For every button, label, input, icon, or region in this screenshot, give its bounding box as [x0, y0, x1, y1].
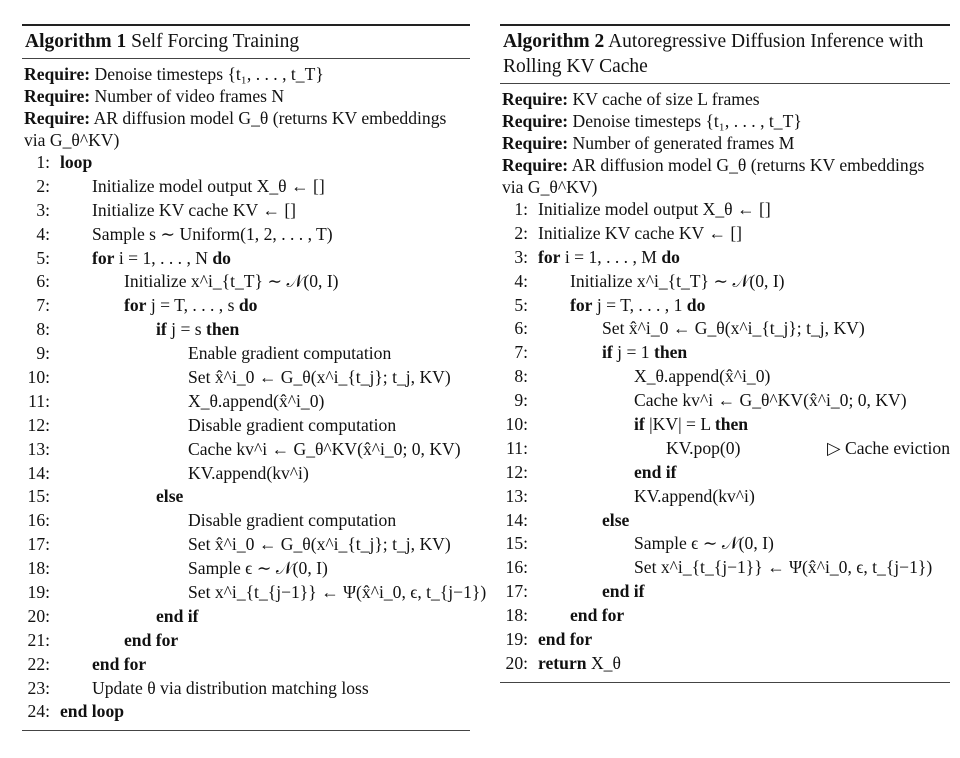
- line-content: [666, 437, 740, 461]
- statement-text: Disable gradient computation: [188, 414, 397, 435]
- line-number: 16:: [505, 557, 528, 578]
- statement-text: j = 1: [617, 342, 650, 363]
- line-number: 20:: [27, 605, 50, 626]
- line-content: [60, 700, 124, 724]
- line-number: 14:: [505, 509, 528, 530]
- line-content: [60, 151, 92, 175]
- algorithm-2-block: [500, 24, 950, 683]
- line-number: 9:: [36, 343, 50, 364]
- algorithm-line: [500, 437, 950, 461]
- algorithm-line: [500, 317, 950, 341]
- algorithm-line: [22, 390, 470, 414]
- line-number: 15:: [505, 533, 528, 554]
- statement-text: Set x^i_{t_{j−1}} ← Ψ(x̂^i_0, ϵ, t_{j−1}): [188, 582, 487, 603]
- bottom-rule: [500, 682, 950, 683]
- algorithm-line: [22, 294, 470, 318]
- require-text: Number of generated frames M: [572, 133, 795, 153]
- keyword: end for: [538, 629, 593, 650]
- line-number: 1:: [514, 199, 528, 219]
- algorithm-line: [22, 438, 470, 462]
- line-number: 4:: [36, 223, 50, 244]
- keyword: else: [156, 486, 184, 507]
- require-line: [500, 110, 950, 132]
- require-text: Denoise timesteps {t₁, . . . , t_T}: [572, 111, 802, 131]
- algorithm-line: [22, 509, 470, 533]
- keyword: end if: [602, 581, 645, 602]
- require-line: [500, 154, 950, 198]
- statement-text: KV.pop(0): [666, 437, 741, 458]
- algorithm-line: [500, 604, 950, 628]
- algorithm-2-caption: [500, 26, 950, 83]
- algorithm-line: [22, 629, 470, 653]
- statement-text: Cache kv^i ← G_θ^KV(x̂^i_0; 0, KV): [188, 438, 461, 459]
- statement-text: KV.append(kv^i): [634, 485, 755, 506]
- line-number: 10:: [27, 367, 50, 388]
- line-number: 18:: [27, 558, 50, 579]
- line-number: 17:: [27, 534, 50, 555]
- statement-text: j = T, . . . , 1: [596, 294, 683, 315]
- keyword: do: [661, 246, 680, 267]
- line-number: 1:: [36, 152, 50, 172]
- keyword: if: [634, 414, 645, 435]
- keyword: else: [602, 509, 630, 530]
- line-content: [188, 533, 451, 557]
- line-content: [188, 414, 396, 438]
- keyword: end for: [92, 653, 147, 674]
- line-content: [188, 438, 461, 462]
- comment: ▷ Cache eviction: [827, 437, 950, 458]
- require-text: Denoise timesteps {t₁, . . . , t_T}: [94, 64, 324, 84]
- line-number: 23:: [27, 677, 50, 698]
- line-content: [92, 199, 296, 223]
- algorithm-line: [22, 270, 470, 294]
- algorithm-2-label: Algorithm 2: [503, 31, 605, 52]
- line-number: 24:: [27, 701, 50, 722]
- require-text: AR diffusion model G_θ (returns KV embeddings via G_θ^KV): [502, 155, 925, 197]
- algorithm-line: [22, 414, 470, 438]
- line-number: 9:: [514, 390, 528, 411]
- statement-text: X_θ: [590, 652, 621, 673]
- statement-text: |KV| = L: [649, 414, 711, 435]
- line-number: 13:: [505, 485, 528, 506]
- line-content: [634, 485, 755, 509]
- line-content: [188, 390, 324, 414]
- line-number: 3:: [36, 199, 50, 220]
- algorithm-line: [500, 365, 950, 389]
- algorithm-line: [500, 556, 950, 580]
- line-number: 16:: [27, 510, 50, 531]
- statement-text: Disable gradient computation: [188, 510, 397, 531]
- algorithm-1-block: [22, 24, 487, 731]
- keyword: for: [570, 294, 593, 315]
- statement-text: Update θ via distribution matching loss: [92, 677, 369, 698]
- keyword: then: [714, 414, 749, 435]
- statement-text: X_θ.append(x̂^i_0): [634, 366, 771, 387]
- require-line: [500, 88, 950, 110]
- statement-text: Set x̂^i_0 ← G_θ(x^i_{t_j}; t_j, KV): [188, 534, 451, 555]
- line-content: [538, 652, 621, 676]
- algorithm-line: [22, 223, 470, 247]
- keyword: end for: [124, 629, 179, 650]
- keyword: then: [653, 342, 688, 363]
- keyword: if: [156, 319, 167, 340]
- line-content: [188, 366, 451, 390]
- algorithm-1-title: Self Forcing Training: [131, 31, 300, 52]
- line-number: 19:: [505, 629, 528, 650]
- line-content: [634, 413, 748, 437]
- require-keyword: Require:: [502, 111, 569, 131]
- line-content: [156, 318, 239, 342]
- algorithm-line: [500, 509, 950, 533]
- line-number: 19:: [27, 582, 50, 603]
- statement-text: Set x^i_{t_{j−1}} ← Ψ(x̂^i_0, ϵ, t_{j−1}): [634, 557, 933, 578]
- algorithm-line: [22, 151, 470, 175]
- line-content: [602, 509, 629, 533]
- line-number: 2:: [36, 175, 50, 196]
- line-number: 3:: [514, 246, 528, 267]
- algorithm-line: [22, 581, 487, 605]
- keyword: end if: [156, 605, 199, 626]
- line-number: 7:: [36, 295, 50, 316]
- algorithm-line: [500, 270, 950, 294]
- algorithm-line: [500, 461, 950, 485]
- statement-text: Initialize x^i_{t_T} ∼ 𝒩(0, I): [570, 270, 785, 291]
- line-content: [188, 509, 396, 533]
- statement-text: Initialize model output X_θ ← []: [92, 175, 325, 196]
- keyword: for: [92, 247, 115, 268]
- line-number: 18:: [505, 605, 528, 626]
- line-content: [188, 342, 391, 366]
- line-content: [188, 581, 486, 605]
- algorithm-1-body: [22, 59, 487, 724]
- require-keyword: Require:: [24, 108, 91, 128]
- statement-text: KV.append(kv^i): [188, 462, 309, 483]
- algorithm-line: [22, 605, 470, 629]
- require-line: [22, 63, 470, 85]
- line-content: [188, 462, 309, 486]
- statement-text: Cache kv^i ← G_θ^KV(x̂^i_0; 0, KV): [634, 390, 907, 411]
- algorithm-line: [22, 653, 470, 677]
- require-keyword: Require:: [24, 86, 91, 106]
- algorithm-line: [22, 677, 470, 701]
- line-content: [188, 557, 328, 581]
- statement-text: Set x̂^i_0 ← G_θ(x^i_{t_j}; t_j, KV): [602, 318, 865, 339]
- keyword: for: [124, 295, 147, 316]
- require-line: [22, 107, 470, 151]
- statement-text: j = s: [171, 319, 202, 340]
- line-content: [634, 365, 770, 389]
- line-content: [602, 580, 645, 604]
- algorithm-line: [22, 700, 470, 724]
- algorithm-line: [22, 485, 470, 509]
- algorithm-line: [500, 198, 950, 222]
- line-number: 12:: [505, 461, 528, 482]
- keyword: loop: [60, 152, 93, 172]
- algorithm-line: [500, 341, 950, 365]
- algorithm-line: [22, 557, 470, 581]
- line-number: 12:: [27, 414, 50, 435]
- require-keyword: Require:: [24, 64, 91, 84]
- line-content: [602, 317, 865, 341]
- statement-text: Initialize x^i_{t_T} ∼ 𝒩(0, I): [124, 271, 339, 292]
- algorithm-1-label: Algorithm 1: [25, 31, 127, 52]
- line-number: 11:: [506, 437, 528, 458]
- algorithm-line: [500, 294, 950, 318]
- line-number: 11:: [28, 390, 50, 411]
- line-number: 8:: [514, 366, 528, 387]
- line-content: [602, 341, 687, 365]
- algorithm-line: [22, 342, 470, 366]
- statement-text: Initialize KV cache KV ← []: [538, 222, 743, 243]
- line-content: [92, 247, 231, 271]
- line-number: 17:: [505, 581, 528, 602]
- line-number: 10:: [505, 414, 528, 435]
- statement-text: Sample s ∼ Uniform(1, 2, . . . , T): [92, 223, 333, 244]
- require-keyword: Require:: [502, 89, 569, 109]
- require-text: KV cache of size L frames: [572, 89, 760, 109]
- line-number: 13:: [27, 438, 50, 459]
- line-content: [92, 175, 325, 199]
- require-keyword: Require:: [502, 133, 569, 153]
- require-line: [22, 85, 470, 107]
- statement-text: Initialize model output X_θ ← []: [538, 199, 771, 219]
- statement-text: i = 1, . . . , N: [118, 247, 208, 268]
- algorithm-line: [22, 366, 470, 390]
- line-number: 4:: [514, 270, 528, 291]
- statement-text: Initialize KV cache KV ← []: [92, 199, 297, 220]
- keyword: end for: [570, 605, 625, 626]
- line-number: 21:: [27, 629, 50, 650]
- require-line: [500, 132, 950, 154]
- algorithm-line: [500, 532, 950, 556]
- line-content: [124, 629, 178, 653]
- line-content: [156, 605, 199, 629]
- algorithm-line: [500, 485, 950, 509]
- line-content: [634, 556, 932, 580]
- keyword: if: [602, 342, 613, 363]
- require-text: AR diffusion model G_θ (returns KV embeddings via G_θ^KV): [24, 108, 447, 150]
- keyword: for: [538, 246, 561, 267]
- statement-text: j = T, . . . , s: [150, 295, 235, 316]
- line-number: 20:: [505, 652, 528, 673]
- algorithm-2-title: Autoregressive Diffusion Inference with Rolling KV Cache: [503, 31, 924, 77]
- statement-text: X_θ.append(x̂^i_0): [188, 390, 325, 411]
- line-number: 2:: [514, 222, 528, 243]
- line-number: 7:: [514, 342, 528, 363]
- keyword: then: [206, 319, 240, 340]
- line-number: 6:: [36, 271, 50, 292]
- line-content: [538, 628, 592, 652]
- line-content: [634, 389, 907, 413]
- algorithm-line: [22, 533, 470, 557]
- line-number: 5:: [36, 247, 50, 268]
- line-number: 14:: [27, 462, 50, 483]
- line-content: [570, 270, 785, 294]
- line-number: 8:: [36, 319, 50, 340]
- line-content: [570, 294, 705, 318]
- algorithm-line: [500, 389, 950, 413]
- require-keyword: Require:: [502, 155, 569, 175]
- line-number: 5:: [514, 294, 528, 315]
- line-content: [156, 485, 183, 509]
- line-content: [92, 677, 369, 701]
- algorithm-line: [500, 580, 950, 604]
- algorithm-line: [500, 628, 950, 652]
- line-content: [538, 246, 680, 270]
- statement-text: i = 1, . . . , M: [564, 246, 657, 267]
- line-content: [124, 294, 257, 318]
- line-content: [634, 461, 677, 485]
- algorithm-line: [500, 413, 950, 437]
- algorithm-line: [22, 247, 470, 271]
- algorithm-line: [500, 222, 950, 246]
- algorithm-line: [500, 246, 950, 270]
- keyword: do: [212, 247, 231, 268]
- line-number: 6:: [514, 318, 528, 339]
- keyword: end if: [634, 461, 677, 482]
- line-content: [538, 198, 771, 222]
- require-text: Number of video frames N: [94, 86, 285, 106]
- algorithm-line: [22, 462, 470, 486]
- line-number: 15:: [27, 486, 50, 507]
- keyword: do: [238, 295, 258, 316]
- line-content: [124, 270, 339, 294]
- keyword: end loop: [60, 701, 125, 722]
- line-content: [570, 604, 624, 628]
- statement-text: Sample ϵ ∼ 𝒩(0, I): [634, 533, 774, 554]
- algorithm-line: [22, 318, 470, 342]
- bottom-rule: [22, 730, 470, 731]
- statement-text: Set x̂^i_0 ← G_θ(x^i_{t_j}; t_j, KV): [188, 367, 451, 388]
- line-content: [634, 532, 774, 556]
- algorithm-line: [22, 199, 470, 223]
- line-content: [538, 222, 742, 246]
- keyword: do: [686, 294, 706, 315]
- line-content: [92, 223, 333, 247]
- keyword: return: [538, 652, 587, 673]
- algorithm-line: [22, 175, 470, 199]
- line-content: [92, 653, 146, 677]
- algorithm-1-caption: [22, 26, 470, 58]
- algorithm-line: [500, 652, 950, 676]
- statement-text: Enable gradient computation: [188, 343, 392, 364]
- line-number: 22:: [27, 653, 50, 674]
- algorithm-2-body: [500, 84, 950, 676]
- statement-text: Sample ϵ ∼ 𝒩(0, I): [188, 558, 328, 579]
